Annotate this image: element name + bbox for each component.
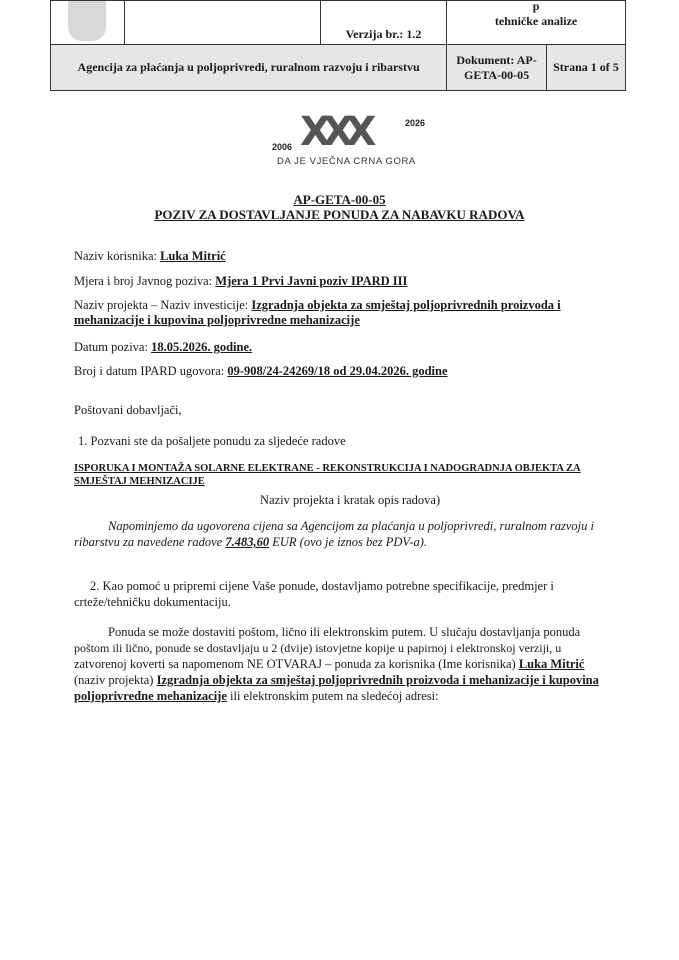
p3-line-5: poljoprivredne mehanizacije ili elektronskim putem na sledećoj adresi: xyxy=(74,689,439,703)
p3-line-1: Ponuda se može dostaviti poštom, lično ili elektronskim putem. U slučaju dostavljanja ponuda xyxy=(108,625,581,639)
field-projekat: Naziv projekta – Naziv investicije: Izgradnja objekta za smještaj poljoprivrednih proizvoda i mehanizacije i kupovina poljoprivredne mehanizacije xyxy=(74,298,561,327)
works-caption: Naziv projekta i kratak opis radova) xyxy=(260,493,441,507)
p3-line-4: (naziv projekta) Izgradnja objekta za smještaj poljoprivrednih proizvoda i mehanizacije i kupovina xyxy=(74,673,599,687)
title-cell xyxy=(447,1,626,45)
document-header xyxy=(50,0,626,91)
xx-mark-icon: XXX xyxy=(300,109,369,155)
datum-value: 18.05.2026. godine. xyxy=(151,340,253,354)
p3-line-3: zatvorenoj koverti sa napomenom NE OTVARAJ – ponuda za korisnika (Ime korisnika) Luka Mitrić xyxy=(74,657,585,671)
version-label: Verzija br.: 1.2 xyxy=(345,27,422,41)
field-korisnik: Naziv korisnika: Luka Mitrić xyxy=(74,249,226,263)
page-cell xyxy=(546,45,625,91)
agency-cell xyxy=(51,45,447,91)
p3-project-2: poljoprivredne mehanizacije xyxy=(74,689,227,703)
year-right: 2026 xyxy=(405,118,426,128)
logo-tagline: DA JE VJEČNA CRNA GORA xyxy=(277,156,416,167)
page-number: Strana 1 of 5 xyxy=(553,60,619,74)
greeting: Poštovani dobavljači, xyxy=(74,403,182,417)
contract-amount: 7.483,60 xyxy=(225,535,270,549)
field-datum: Datum poziva: 18.05.2026. godine. xyxy=(74,340,253,354)
p3-line-2: poštom ili lično, ponude se dostavljaju u 2 (dvije) istovjetne kopije u papirnoj i elektronskoj verziji, u xyxy=(74,641,562,655)
blank-cell xyxy=(124,1,320,45)
item-1: 1. Pozvani ste da pošaljete ponudu za sljedeće radove xyxy=(78,434,346,448)
title-fragment-2: tehničke analize xyxy=(494,14,578,28)
document-cell xyxy=(447,45,547,91)
doc-code: AP-GETA-00-05 xyxy=(293,192,386,207)
year-left: 2006 xyxy=(272,142,293,152)
doc-title: POZIV ZA DOSTAVLJANJE PONUDA ZA NABAVKU RADOVA xyxy=(154,207,525,222)
note-line-1: Napominjemo da ugovorena cijena sa Agencijom za plaćanja u poljoprivredi, ruralnom razvoju i xyxy=(108,519,594,533)
coat-of-arms-icon xyxy=(68,1,106,41)
title-fragment: p xyxy=(532,0,540,13)
note-line-2: ribarstvu za navedene radove 7.483,60 EUR (ovo je iznos bez PDV-a). xyxy=(74,535,428,549)
crest-cell xyxy=(51,1,125,45)
p3-project-1: Izgradnja objekta za smještaj poljoprivrednih proizvoda i mehanizacije i kupovina xyxy=(156,673,599,687)
projekat-value-1: Izgradnja objekta za smještaj poljoprivrednih proizvoda i xyxy=(251,298,561,312)
projekat-value-2: mehanizacije i kupovina poljoprivredne mehanizacije xyxy=(74,313,360,327)
p3-name: Luka Mitrić xyxy=(518,657,585,671)
works-title: ISPORUKA I MONTAŽA SOLARNE ELEKTRANE - REKONSTRUKCIJA I NADOGRADNJA OBJEKTA ZA SMJEŠTAJ MEHNIZACIJE xyxy=(74,463,581,487)
field-ugovor: Broj i datum IPARD ugovora: 09-908/24-24269/18 od 29.04.2026. godine xyxy=(74,364,448,378)
mjera-value: Mjera 1 Prvi Javni poziv IPARD III xyxy=(215,274,408,288)
document-code: Dokument: AP-GETA-00-05 xyxy=(456,52,537,82)
field-mjera: Mjera i broj Javnog poziva: Mjera 1 Prvi Javni poziv IPARD III xyxy=(74,274,408,288)
item-2-line-1: 2. Kao pomoć u pripremi cijene Vaše ponude, dostavljamo potrebne specifikacije, predmjer i xyxy=(90,579,554,593)
version-cell xyxy=(320,1,446,45)
korisnik-value: Luka Mitrić xyxy=(160,249,226,263)
ugovor-value: 09-908/24-24269/18 od 29.04.2026. godine xyxy=(227,364,448,378)
item-2-line-2: crteže/tehničku dokumentaciju. xyxy=(74,595,231,609)
agency-name: Agencija za plaćanja u poljoprivredi, ruralnom razvoju i ribarstvu xyxy=(77,60,420,74)
